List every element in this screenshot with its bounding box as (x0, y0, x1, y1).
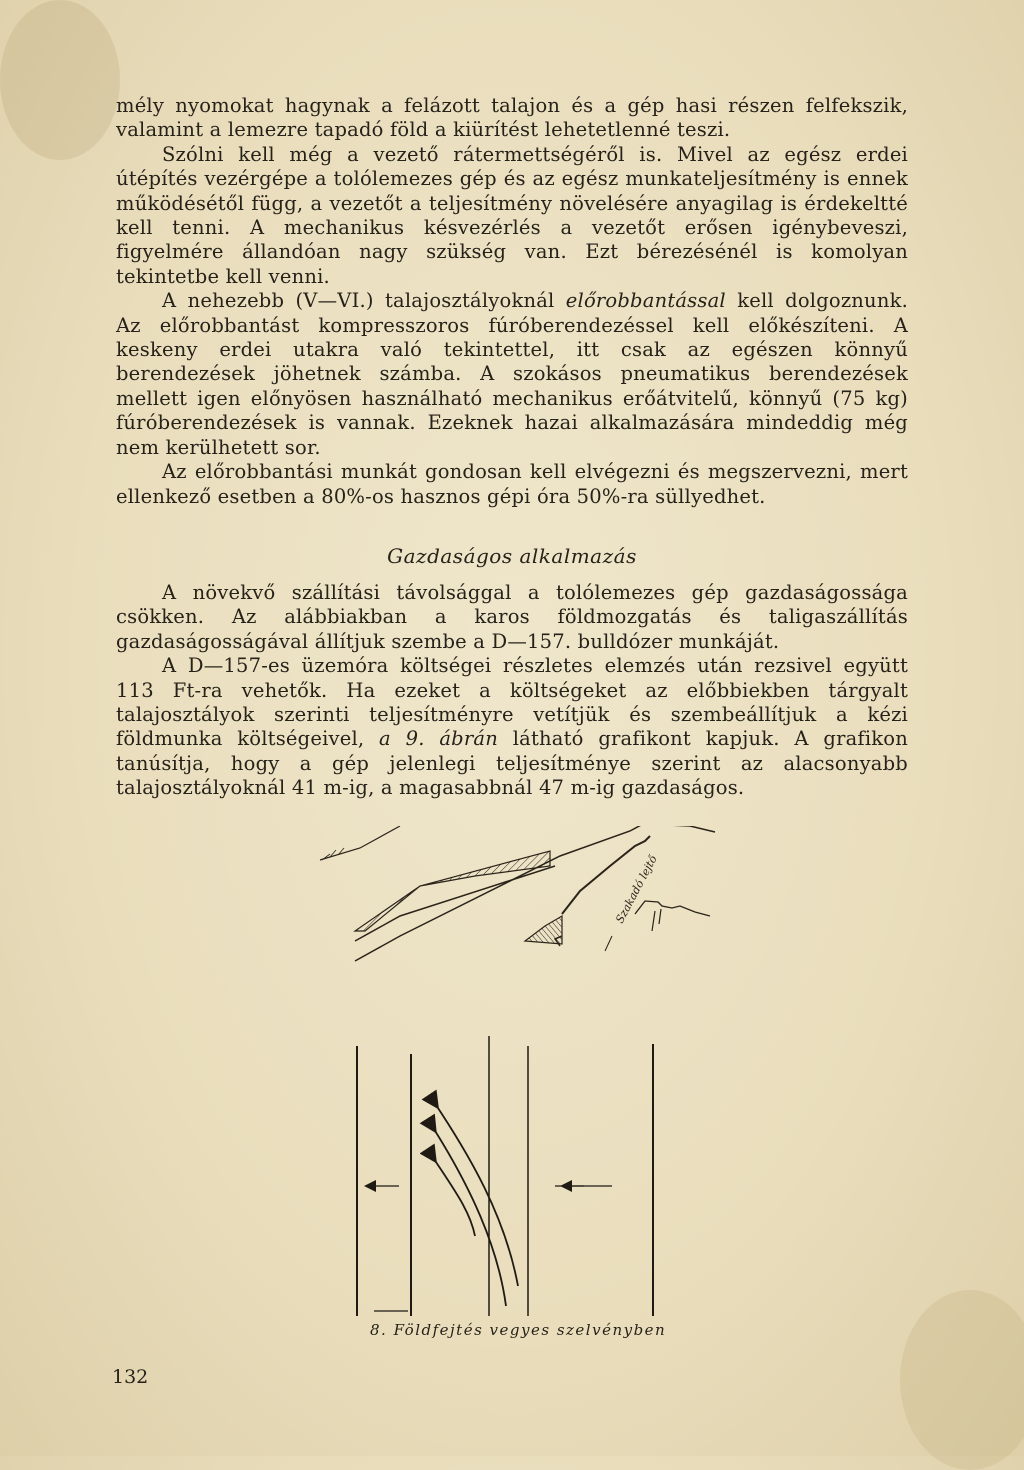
paragraph: Az előrobbantási munkát gondosan kell elvégezni és megszervezni, mert ellenkező esetben a 80%-os hasznos gépi óra 50%-ra süllyedhet. (116, 460, 908, 508)
figure-caption: 8. Földfejtés vegyes szelvényben (370, 1321, 667, 1339)
paragraph (116, 289, 908, 460)
terrain-profile (320, 826, 715, 961)
paragraph: A növekvő szállítási távolsággal a tolólemezes gép gazdaságossága csökken. Az alábbiakban a karos földmozgatás és taligaszállítás gazdaságosságával állítjuk szembe a D—157. bulldózer munkáját. (116, 581, 908, 653)
plan-view (357, 1036, 653, 1316)
emphasis: a 9. ábrán (379, 727, 498, 751)
body-text (116, 94, 908, 509)
page-number: 132 (112, 1366, 149, 1388)
section-heading: Gazdaságos alkalmazás (387, 544, 637, 568)
paper-stain (0, 0, 120, 160)
slope-label: Szakadó lejtő (613, 853, 660, 926)
paragraph: mély nyomokat hagynak a felázott talajon és a gép hasi részen felfekszik, valamint a lemezre tapadó föld a kiürítést lehetetlenné teszi. (116, 94, 908, 142)
text-run: látható grafikont kapjuk. A grafikon tanúsítja, hogy a gép jelenlegi teljesítménye szerint az alacsonyabb talajosztályoknál 41 m-ig, a magasabbnál 47 m-ig gazdaságos. (116, 727, 909, 800)
text-run: kell dolgoznunk. Az előrobbantást kompresszoros fúróberendezéssel kell előkészíteni. A keskeny erdei utakra való tekintettel, itt csak az egészen könnyű berendezések jöhetnek számba. A szokásos pneumatikus berendezések mellett igen előnyösen használható mechanikus erőátvitelű, könnyű (75 kg) fúróberendezések is vannak. Ezeknek hazai alkalmazására mindeddig még nem kerülhetett sor. (116, 289, 908, 459)
body-text (116, 581, 908, 801)
cross-section-figure (300, 826, 740, 1326)
paper-stain (900, 1290, 1024, 1470)
paragraph: Szólni kell még a vezető rátermettségéről is. Mivel az egész erdei útépítés vezérgépe a tolólemezes gép és az egész munkateljesítmény is ennek működésétől függ, a vezetőt a teljesítmény növelésére anyagilag is érdekeltté kell tenni. A mechanikus késvezérlés a vezetőt erősen igénybeveszi, figyelmére állandóan nagy szükség van. Ezt bérezésénél is komolyan tekintetbe kell venni. (116, 142, 908, 288)
paragraph (116, 654, 908, 800)
slope-indicator-line (605, 936, 612, 951)
text-run: A nehezebb (V—VI.) talajosztályoknál (162, 289, 566, 313)
emphasis: előrobbantással (565, 289, 726, 313)
text-run: A D—157-es üzemóra költségei részletes elemzés után rezsivel együtt 113 Ft-ra vehetők. Ha ezeket a költségeket az előbbiekben tárgyalt talajosztályok szerinti teljesítményre vetítjük és szembeállítjuk a kézi földmunka költségeivel, (116, 654, 908, 751)
